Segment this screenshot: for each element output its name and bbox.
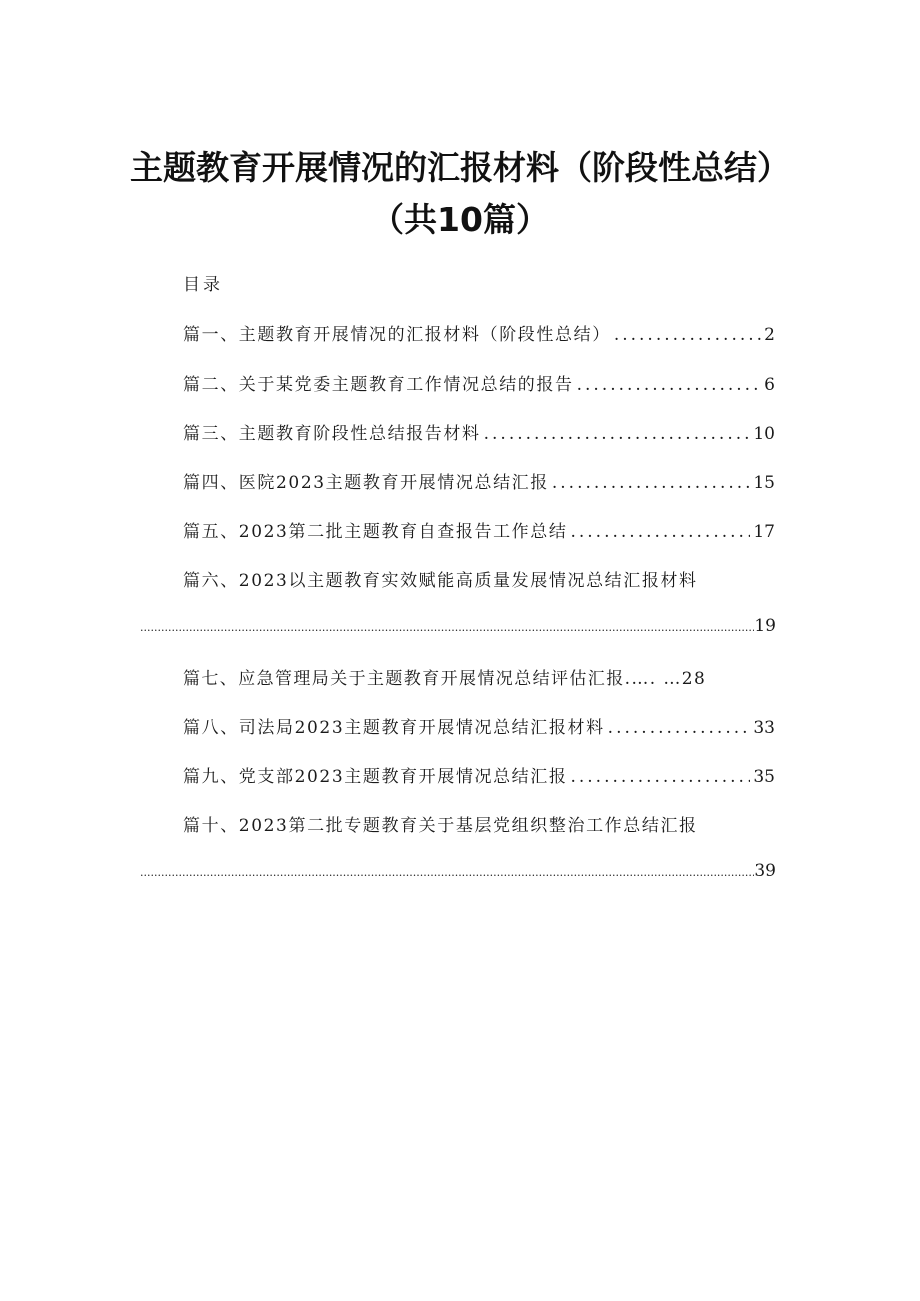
toc-entry-page: 17 (753, 522, 775, 542)
toc-leader-dots (140, 866, 754, 879)
toc-entry[interactable] (183, 419, 775, 444)
toc-entry[interactable] (183, 468, 775, 493)
toc-entry-page: 15 (753, 473, 775, 493)
toc-entry-label[interactable]: 篇六、2023以主题教育实效赋能高质量发展情况总结汇报材料 (183, 571, 698, 591)
toc-heading: 目录 (183, 275, 223, 295)
toc-leader-dots (608, 718, 751, 738)
toc-leader-dots (140, 621, 754, 634)
toc-entry[interactable] (183, 517, 775, 542)
toc-entry-page: 2 (764, 325, 775, 345)
toc-entry[interactable] (183, 713, 775, 738)
document-title-line-1: 主题教育开展情况的汇报材料（阶段性总结） (130, 148, 790, 187)
toc-entry-leader-line (140, 616, 776, 636)
toc-entry-label: 篇八、司法局2023主题教育开展情况总结汇报材料 (183, 718, 605, 738)
toc-leader-dots (577, 375, 762, 395)
toc-entry[interactable] (183, 762, 775, 787)
toc-leader-dots (552, 473, 750, 493)
toc-entry-label: 篇二、关于某党委主题教育工作情况总结的报告 (183, 375, 574, 395)
toc-entry-label: 篇四、医院2023主题教育开展情况总结汇报 (183, 473, 549, 493)
toc-entry-page: 33 (753, 718, 775, 738)
toc-entry[interactable] (183, 370, 775, 395)
toc-entry-page: 19 (754, 616, 776, 636)
toc-entry-label: 篇三、主题教育阶段性总结报告材料 (183, 424, 481, 444)
toc-entry[interactable] (183, 320, 775, 345)
toc-entry-page: 35 (753, 767, 775, 787)
toc-leader-dots (484, 424, 751, 444)
toc-entry-label: 篇九、党支部2023主题教育开展情况总结汇报 (183, 767, 568, 787)
toc-leader-dots (570, 522, 750, 542)
toc-entry-label: 篇一、主题教育开展情况的汇报材料（阶段性总结） (183, 325, 611, 345)
toc-entry[interactable] (183, 664, 706, 689)
toc-entry-page: 6 (764, 375, 775, 395)
toc-entry-leader-line (140, 861, 776, 881)
toc-entry-page: 39 (754, 861, 776, 881)
toc-leader-dots (570, 767, 750, 787)
toc-entry-page: 10 (753, 424, 775, 444)
document-title-line-2: （共10篇） (371, 200, 549, 239)
toc-entry-label[interactable]: 篇十、2023第二批专题教育关于基层党组织整治工作总结汇报 (183, 816, 698, 836)
toc-leader-dots (614, 325, 761, 345)
toc-entry-label: 篇五、2023第二批主题教育自查报告工作总结 (183, 522, 568, 542)
toc-entry-label: 篇七、应急管理局关于主题教育开展情况总结评估汇报.…. …28 (183, 669, 707, 689)
